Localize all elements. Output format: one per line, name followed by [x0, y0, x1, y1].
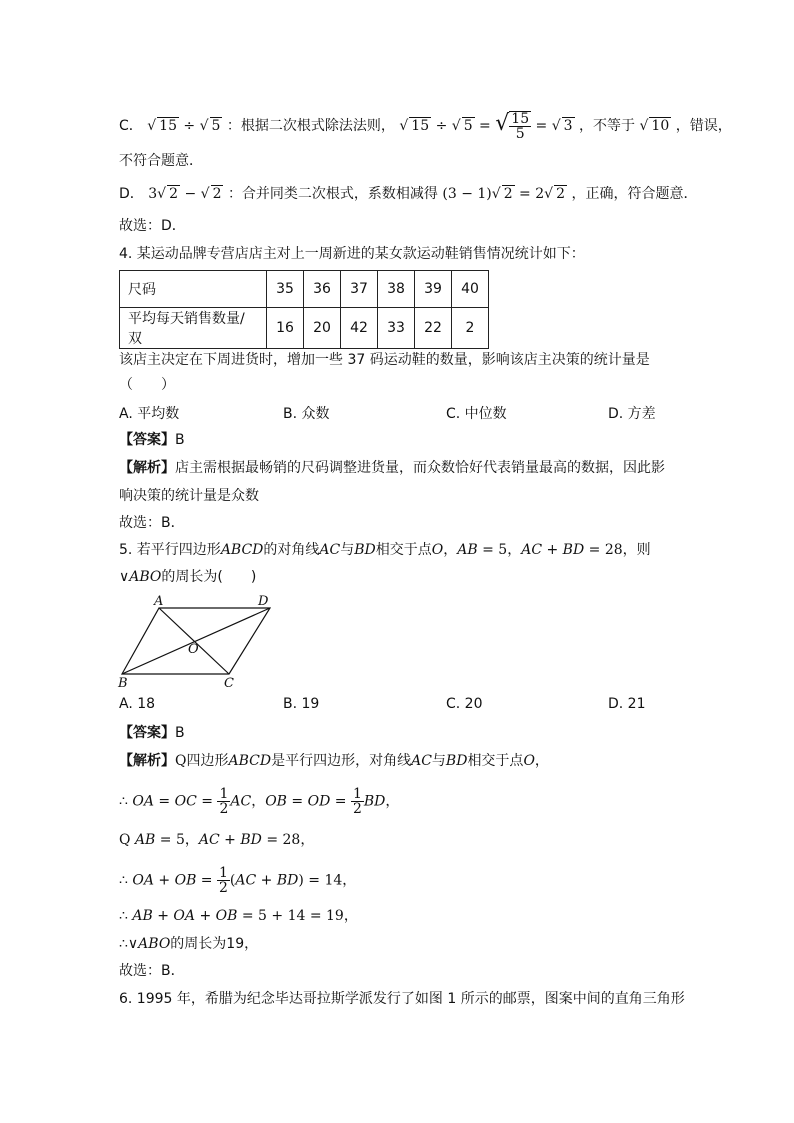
option-d: D. 21: [608, 696, 646, 712]
q5-text: 5. 若平行四边形: [119, 542, 221, 558]
table-row: [120, 308, 489, 349]
table-cell: 39: [415, 271, 452, 308]
a5-text: 相交于点: [467, 753, 524, 769]
table-cell: 35: [267, 271, 304, 308]
choose-b: 故选：B．: [119, 963, 185, 979]
option-d-text1: ：合并同类二次根式，系数相减得: [227, 186, 438, 202]
option-a: A. 18: [119, 696, 156, 712]
diagonal-bd: [122, 608, 270, 674]
option-b: B. 众数: [283, 406, 330, 422]
parallelogram-figure: [112, 592, 282, 690]
analysis-5-step5: ∴∨ABO的周长为19，: [119, 936, 259, 952]
option-d-label: D．: [119, 186, 144, 202]
table-cell: 16: [267, 308, 304, 349]
table-cell: 40: [452, 271, 489, 308]
analysis-5-step2: Q AB = 5，AC + BD = 28，: [119, 832, 315, 848]
figure-label: C: [224, 676, 234, 690]
question-4: 4. 某运动品牌专营店店主对上一周新进的某女款运动鞋销售情况统计如下：: [119, 246, 585, 262]
q5-text: 相交于点: [375, 542, 432, 558]
option-d-text2: ，正确，符合题意．: [571, 186, 698, 202]
analysis-5-step1: ∴ OA = OC = $\frac{1}{2}$ AC，OB = OD = $\frac{1}{2}$ BD，: [119, 786, 400, 817]
q5-text: 与: [340, 542, 355, 558]
figure-label: D: [258, 594, 269, 609]
choose-b: 故选：B．: [119, 515, 185, 531]
diagonal-ac: [159, 608, 229, 674]
option-d: D. 方差: [608, 406, 656, 422]
analysis-4-cont: 响决策的统计量是众数: [119, 488, 259, 504]
question-4-cont: 该店主决定在下周进货时，增加一些 37 码运动鞋的数量，影响该店主决策的统计量是: [119, 352, 650, 368]
answer-4: [119, 429, 185, 451]
option-c-calc: √ 15 ÷ √ 5 = √ $\frac{15}{5}$ = √ 3: [399, 111, 573, 142]
table-cell: 2: [452, 308, 489, 349]
figure-label: O: [188, 642, 199, 657]
row-header: 尺码: [120, 271, 267, 308]
table-cell: 22: [415, 308, 452, 349]
question-5-cont: ∨ABO的周长为( ): [119, 569, 257, 585]
figure-label: A: [154, 594, 164, 609]
analysis-text: 店主需根据最畅销的尺码调整进货量，而众数恰好代表销量最高的数据，因此影: [175, 460, 665, 476]
option-c-cont: 不符合题意．: [119, 153, 203, 169]
analysis-5-step3: ∴ OA + OB = $\frac{1}{2}$ (AC + BD) = 14，: [119, 865, 357, 896]
option-d-line: [119, 183, 697, 205]
option-d-expression: 3√ 2 − √ 2: [148, 186, 222, 202]
analysis-5: 【解析】Q四边形ABCD是平行四边形，对角线AC与BD相交于点O，: [119, 753, 549, 769]
option-b: B. 19: [283, 696, 320, 712]
figure-label: B: [118, 676, 128, 690]
a5-text: 与: [431, 753, 446, 769]
analysis-4: [119, 457, 665, 479]
option-c-expression: √ 15 ÷ √ 5: [147, 118, 221, 134]
choose-d: 故选：D．: [119, 218, 186, 234]
option-a: A. 平均数: [119, 406, 180, 422]
answer-5: [119, 722, 185, 744]
option-c: C. 20: [446, 696, 483, 712]
table-row: [120, 271, 489, 308]
a5-text: 的周长为19，: [170, 936, 259, 952]
table-cell: 33: [378, 308, 415, 349]
analysis-label: 【解析】: [119, 460, 175, 476]
analysis-label: 【解析】: [119, 753, 175, 769]
sqrt-ten: √ 10: [639, 118, 670, 134]
option-d-calc: (3 − 1)√ 2 = 2√ 2: [442, 186, 565, 202]
table-cell: 38: [378, 271, 415, 308]
question-4-paren: （ ）: [119, 377, 175, 393]
option-c: C. 中位数: [446, 406, 507, 422]
a5-text: 是平行四边形，对角线: [271, 753, 412, 769]
q5-text: 的周长为( ): [161, 569, 257, 585]
option-c-text1: ：根据二次根式除法法则，: [226, 118, 395, 134]
answer-label: 【答案】: [119, 725, 175, 741]
q5-text: ，则: [622, 542, 651, 558]
table-cell: 42: [341, 308, 378, 349]
answer-label: 【答案】: [119, 432, 175, 448]
analysis-5-step4: ∴ AB + OA + OB = 5 + 14 = 19，: [119, 908, 358, 924]
row-header: 平均每天销售数量/双: [120, 308, 267, 349]
answer-value: B: [175, 725, 185, 741]
question-6: 6. 1995 年，希腊为纪念毕达哥拉斯学派发行了如图 1 所示的邮票，图案中间的直角三角形: [119, 991, 685, 1007]
option-c-line: [119, 111, 732, 141]
q5-text: 的对角线: [263, 542, 320, 558]
sales-table: [119, 270, 489, 349]
table-cell: 37: [341, 271, 378, 308]
option-c-label: C．: [119, 118, 143, 134]
a5-text: 四边形: [186, 753, 229, 769]
option-c-text3: ，错误，: [675, 118, 732, 134]
table-cell: 36: [304, 271, 341, 308]
answer-value: B: [175, 432, 185, 448]
option-c-text2: ，不等于: [579, 118, 636, 134]
table-cell: 20: [304, 308, 341, 349]
question-5: 5. 若平行四边形ABCD的对角线AC与BD相交于点O，AB = 5，AC + BD = 28，则: [119, 542, 651, 558]
